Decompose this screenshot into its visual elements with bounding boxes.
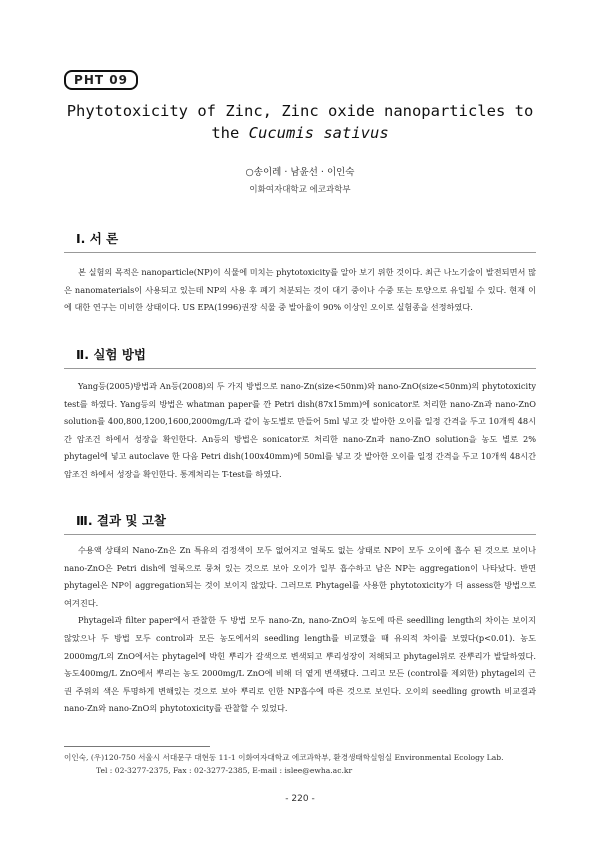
paper-title xyxy=(40,100,560,144)
title-species: Cucumis sativus xyxy=(248,124,389,142)
page-number: - 220 - xyxy=(285,794,315,804)
affiliation: 이화여자대학교 에코과학부 xyxy=(249,185,351,195)
title-line-2 xyxy=(40,122,560,144)
paragraph: Phytagel과 filter paper에서 관찰한 두 방법 모두 nano-Zn, nano-ZnO의 농도에 따른 seedlling length의 차이는 보이지 않았으나 두 방법 모두 control과 모든 농도에서의 seedling length를 비교했을 때 유의적 차이를 보였다(p<0.01). 농도 2000mg/L의 ZnO에서는 phytagel에 박힌 뿌리가 갈색으로 변색되고 뿌리성장이 저해되고 phytagel위로 잔뿌리가 발달하였다. 농도400mg/L ZnO에서 뿌리는 농도 2000mg/L ZnO에 비해 더 옅게 변색됐다. 그리고 모든 (control를 제외한) phytagel의 근권 주위의 색은 투명하게 변해있는 것으로 보아 뿌리로 인한 NP흡수에 따른 것으로 보인다. 오이의 seedling growth 비교결과 nano-Zn와 nano-ZnO의 phytotoxicity를 관찰할 수 있었다. xyxy=(64,615,536,714)
paragraph: 수용액 상태의 Nano-Zn은 Zn 특유의 검정색이 모두 없어지고 얼룩도 없는 상태로 NP이 모두 오이에 흡수 된 것으로 보이나 nano-ZnO은 Petri dish에 얼룩으로 뭉쳐 있는 것으로 보아 오이가 일부 흡수하고 남은 NP는 aggregation이 나타났다. 반면 phytagel은 NP이 aggregation되는 것이 보이지 않았다. 그러므로 Phytagel를 사용한 phytotoxicity가 더 assess한 방법으로 여겨진다. xyxy=(64,545,536,608)
section-heading-results: Ⅲ. 결과 및 고찰 xyxy=(76,513,166,528)
title-line-1: Phytotoxicity of Zinc, Zinc oxide nanoparticles to xyxy=(66,102,534,120)
section-heading-intro: Ⅰ. 서 론 xyxy=(76,231,119,246)
paragraph: 본 실험의 목적은 nanoparticle(NP)이 식물에 미치는 phytotoxicity를 알아 보기 위한 것이다. 최근 나노기술이 발전되면서 많은 nanomaterials이 사용되고 있는데 NP의 사용 후 폐기 처분되는 것이 대기 중이나 수중 또는 토양으로 유입될 수 있다. 현재 이에 대한 연구는 미비한 상태이다. US EPA(1996)권장 식물 중 발아율이 90% 이상인 오이로 실험종을 선정하였다. xyxy=(64,267,536,313)
authors: ○송이레 · 남윤선 · 이인숙 xyxy=(245,167,355,178)
footnote xyxy=(64,752,544,777)
section-body-results xyxy=(64,542,536,718)
abstract-code: PHT 09 xyxy=(74,73,128,87)
footnote-rule xyxy=(64,746,210,747)
footnote-contact: Tel : 02-3277-2375, Fax : 02-3277-2385, E-mail : islee@ewha.ac.kr xyxy=(96,765,353,775)
section-divider xyxy=(64,368,536,369)
section-divider xyxy=(64,252,536,253)
section-divider xyxy=(64,534,536,535)
footnote-address: 이인숙, (우)120-750 서울시 서대문구 대현동 11-1 이화여자대학교 에코과학부, 환경생태학실험실 Environmental Ecology Lab. xyxy=(64,753,504,762)
title-line-2-prefix: the xyxy=(211,124,249,142)
abstract-code-badge xyxy=(64,70,138,90)
section-body-intro xyxy=(64,264,536,317)
section-heading-methods: Ⅱ. 실험 방법 xyxy=(76,347,146,362)
section-body-methods xyxy=(64,378,536,484)
paragraph: Yang등(2005)방법과 An등(2008)의 두 가지 방법으로 nano-Zn(size<50nm)와 nano-ZnO(size<50nm)의 phytotoxicity test를 하였다. Yang등의 방법은 whatman paper를 깐 Petri dish(87x15mm)에 sonicator로 처리한 nano-Zn과 nano-ZnO solution를 400,800,1200,1600,2000mg/L과 같이 농도별로 만들어 5ml 넣고 갓 발아한 오이를 일정 간격을 두고 10개씩 48시간 암조건 하에서 성장을 확인한다. An등의 방법은 sonicator로 처리한 nano-Zn과 nano-ZnO solution을 농도 별로 2% phytagel에 넣고 autoclave 한 다음 Petri dish(100x40mm)에 50ml를 넣고 갓 발아한 오이를 일정 간격을 두고 10개씩 48시간 암조건 하에서 성장을 확인한다. 통계처리는 T-test를 하였다. xyxy=(64,381,536,479)
